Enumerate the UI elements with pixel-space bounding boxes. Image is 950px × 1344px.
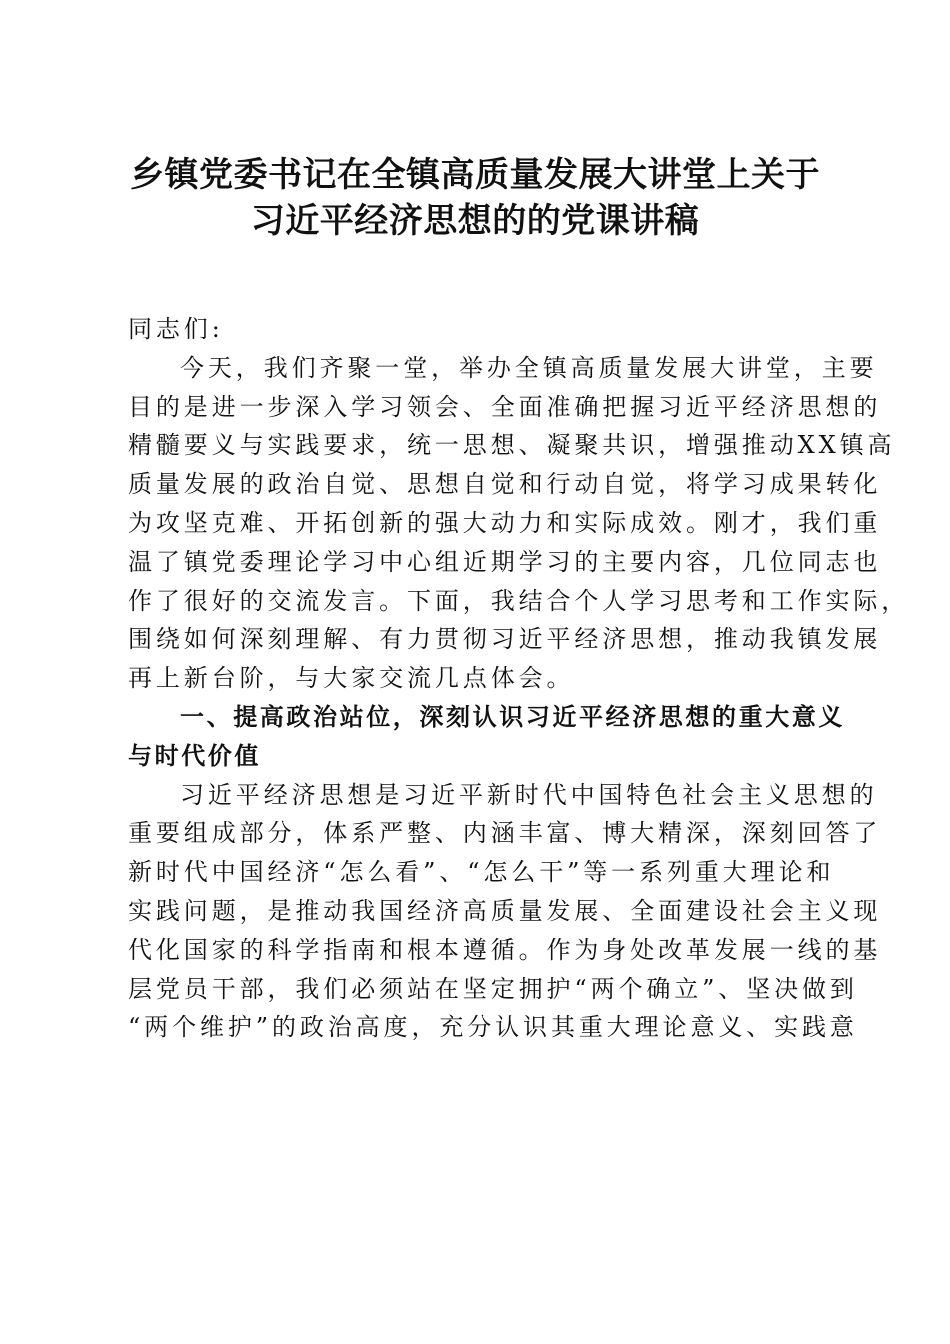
- paragraph-1-line: 为攻坚克难、开拓创新的强大动力和实际成效。刚才，我们重: [128, 508, 882, 537]
- paragraph-2-line: 实践问题，是推动我国经济高质量发展、全面建设社会主义现: [128, 896, 882, 925]
- paragraph-1-line: 温了镇党委理论学习中心组近期学习的主要内容，几位同志也: [128, 547, 882, 576]
- document-title: [0, 152, 950, 244]
- paragraph-2-line: 习近平经济思想是习近平新时代中国特色社会主义思想的: [180, 780, 878, 809]
- document-body: [128, 310, 910, 1047]
- paragraph-1-line: 质量发展的政治自觉、思想自觉和行动自觉，将学习成果转化: [128, 470, 882, 499]
- paragraph-1-line: 今天，我们齐聚一堂，举办全镇高质量发展大讲堂，主要: [180, 353, 878, 382]
- section-1-heading: 一、提高政治站位，深刻认识习近平经济思想的重大意义: [180, 702, 845, 731]
- paragraph-2-line: 新时代中国经济“怎么看”、“怎么干”等一系列重大理论和: [128, 858, 835, 887]
- paragraph-1-line: 精髓要义与实践要求，统一思想、凝聚共识，增强推动XX镇高: [128, 431, 896, 460]
- paragraph-2-line: 重要组成部分，体系严整、内涵丰富、博大精深，深刻回答了: [128, 819, 882, 848]
- paragraph-2-line: 层党员干部，我们必须站在坚定拥护“两个确立”、坚决做到: [128, 974, 858, 1003]
- title-line-1: 乡镇党委书记在全镇高质量发展大讲堂上关于: [130, 155, 820, 195]
- paragraph-1-line: 作了很好的交流发言。下面，我结合个人学习思考和工作实际，: [128, 586, 910, 615]
- title-line-2: 习近平经济思想的的党课讲稿: [250, 201, 700, 241]
- paragraph-1-line: 再上新台阶，与大家交流几点体会。: [128, 664, 575, 693]
- salutation: 同志们:: [128, 315, 224, 343]
- paragraph-1-line: 目的是进一步深入学习领会、全面准确把握习近平经济思想的: [128, 392, 882, 421]
- paragraph-2-line: 代化国家的科学指南和根本遵循。作为身处改革发展一线的基: [128, 935, 882, 964]
- section-1-heading-continued: 与时代价值: [128, 741, 261, 770]
- paragraph-2-line: “两个维护”的政治高度，充分认识其重大理论意义、实践意: [128, 1013, 858, 1042]
- paragraph-1-line: 围绕如何深刻理解、有力贯彻习近平经济思想，推动我镇发展: [128, 625, 882, 654]
